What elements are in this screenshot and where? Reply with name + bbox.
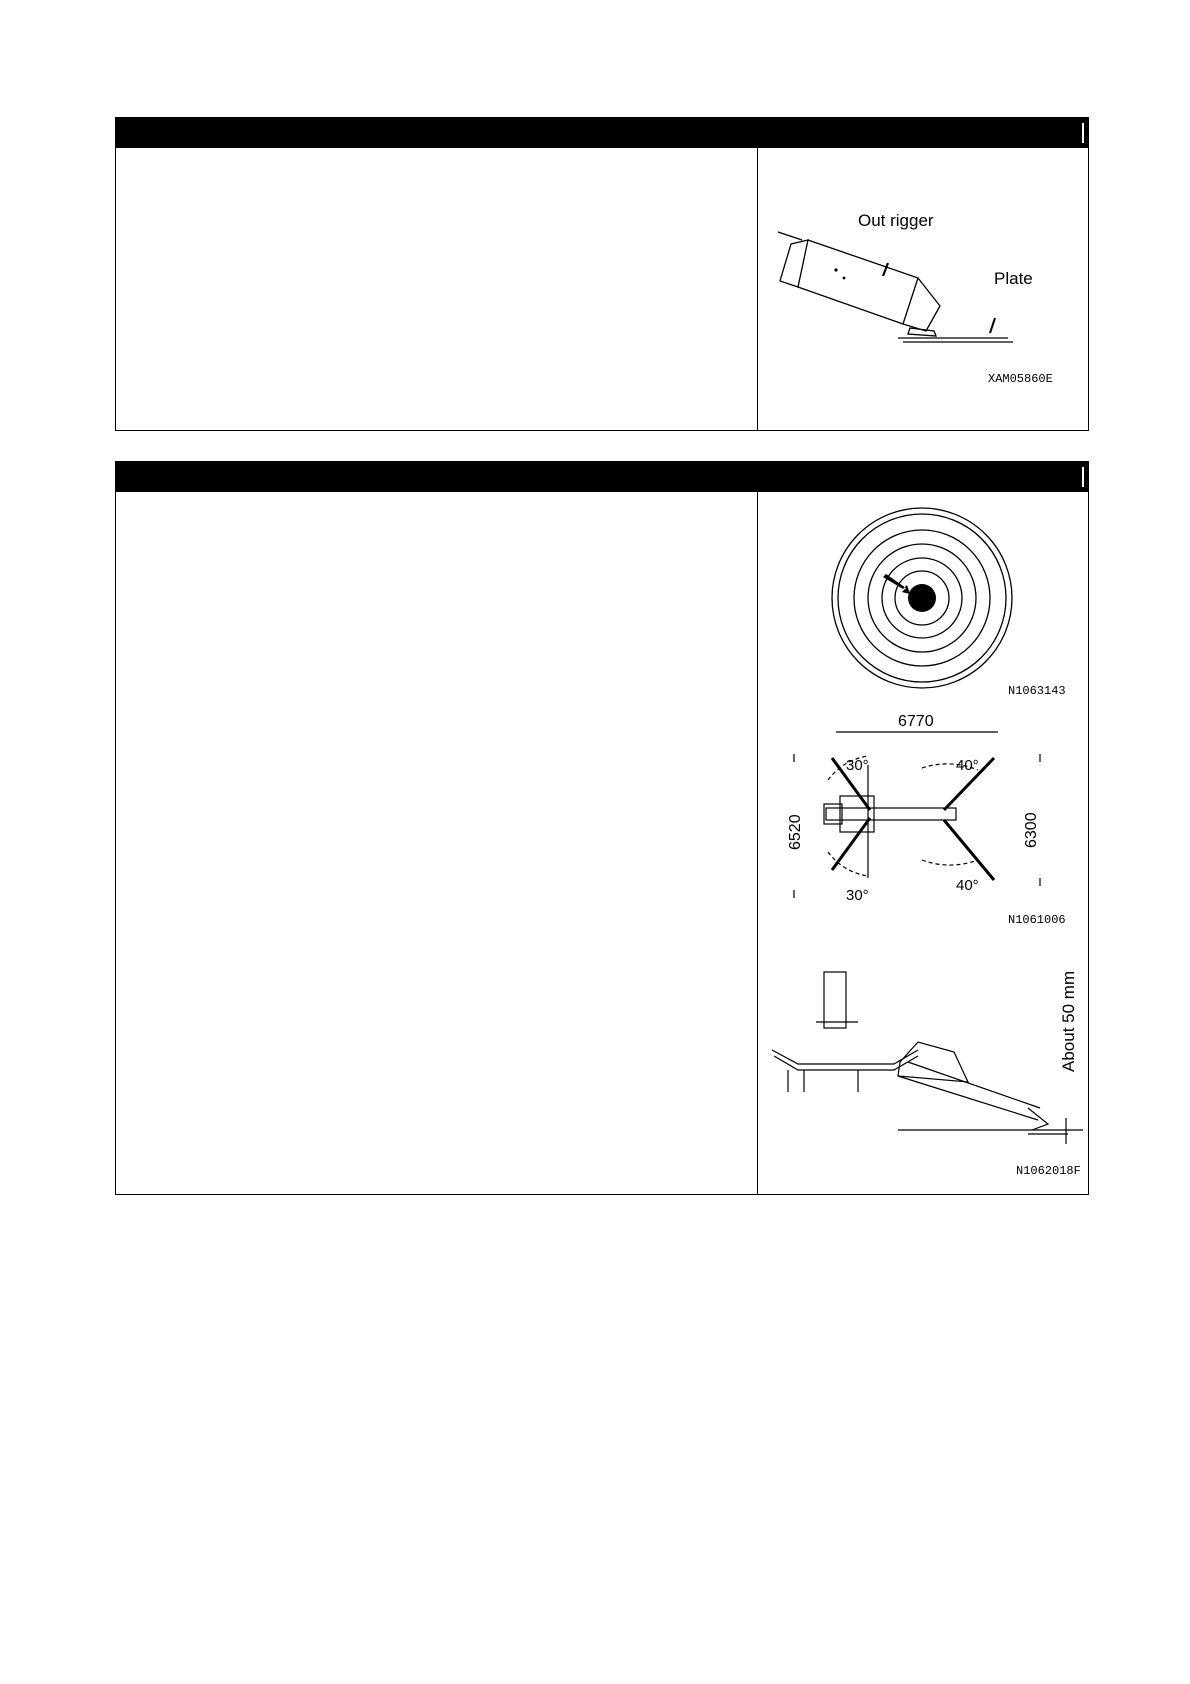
section-header: [116, 118, 1088, 148]
figure-column: [758, 148, 1088, 430]
level-bubble-figure: [758, 502, 1088, 702]
outrigger-plate-figure: [758, 148, 1088, 430]
angle-top-left: 30°: [846, 757, 869, 774]
right-height-dim: 6300: [1023, 812, 1040, 848]
figure-code: N1063143: [1008, 684, 1066, 698]
section-outrigger-plate: [115, 117, 1089, 431]
angle-top-right: 40°: [956, 757, 979, 774]
clearance-label: About 50 mm: [1059, 970, 1078, 1072]
width-dim: 6770: [898, 713, 934, 730]
figure-code: N1061006: [1008, 913, 1066, 927]
angle-bottom-right: 40°: [956, 877, 979, 894]
left-height-dim: 6520: [787, 814, 804, 850]
section-text-column: [116, 492, 758, 1194]
figure-code: N1062018F: [1016, 1164, 1081, 1178]
header-mark: [1082, 123, 1084, 143]
header-mark: [1082, 467, 1084, 487]
figure-code: XAM05860E: [988, 372, 1053, 386]
clearance-figure: [758, 952, 1088, 1182]
figure-column: [758, 492, 1088, 1194]
angle-bottom-left: 30°: [846, 887, 869, 904]
outrigger-layout-figure: [758, 710, 1088, 940]
bubble: [908, 584, 936, 612]
section-text-column: [116, 148, 758, 430]
plate-label: Plate: [994, 269, 1033, 288]
section-header: [116, 462, 1088, 492]
outrigger-label: Out rigger: [858, 211, 934, 230]
section-level-outriggers: [115, 461, 1089, 1195]
